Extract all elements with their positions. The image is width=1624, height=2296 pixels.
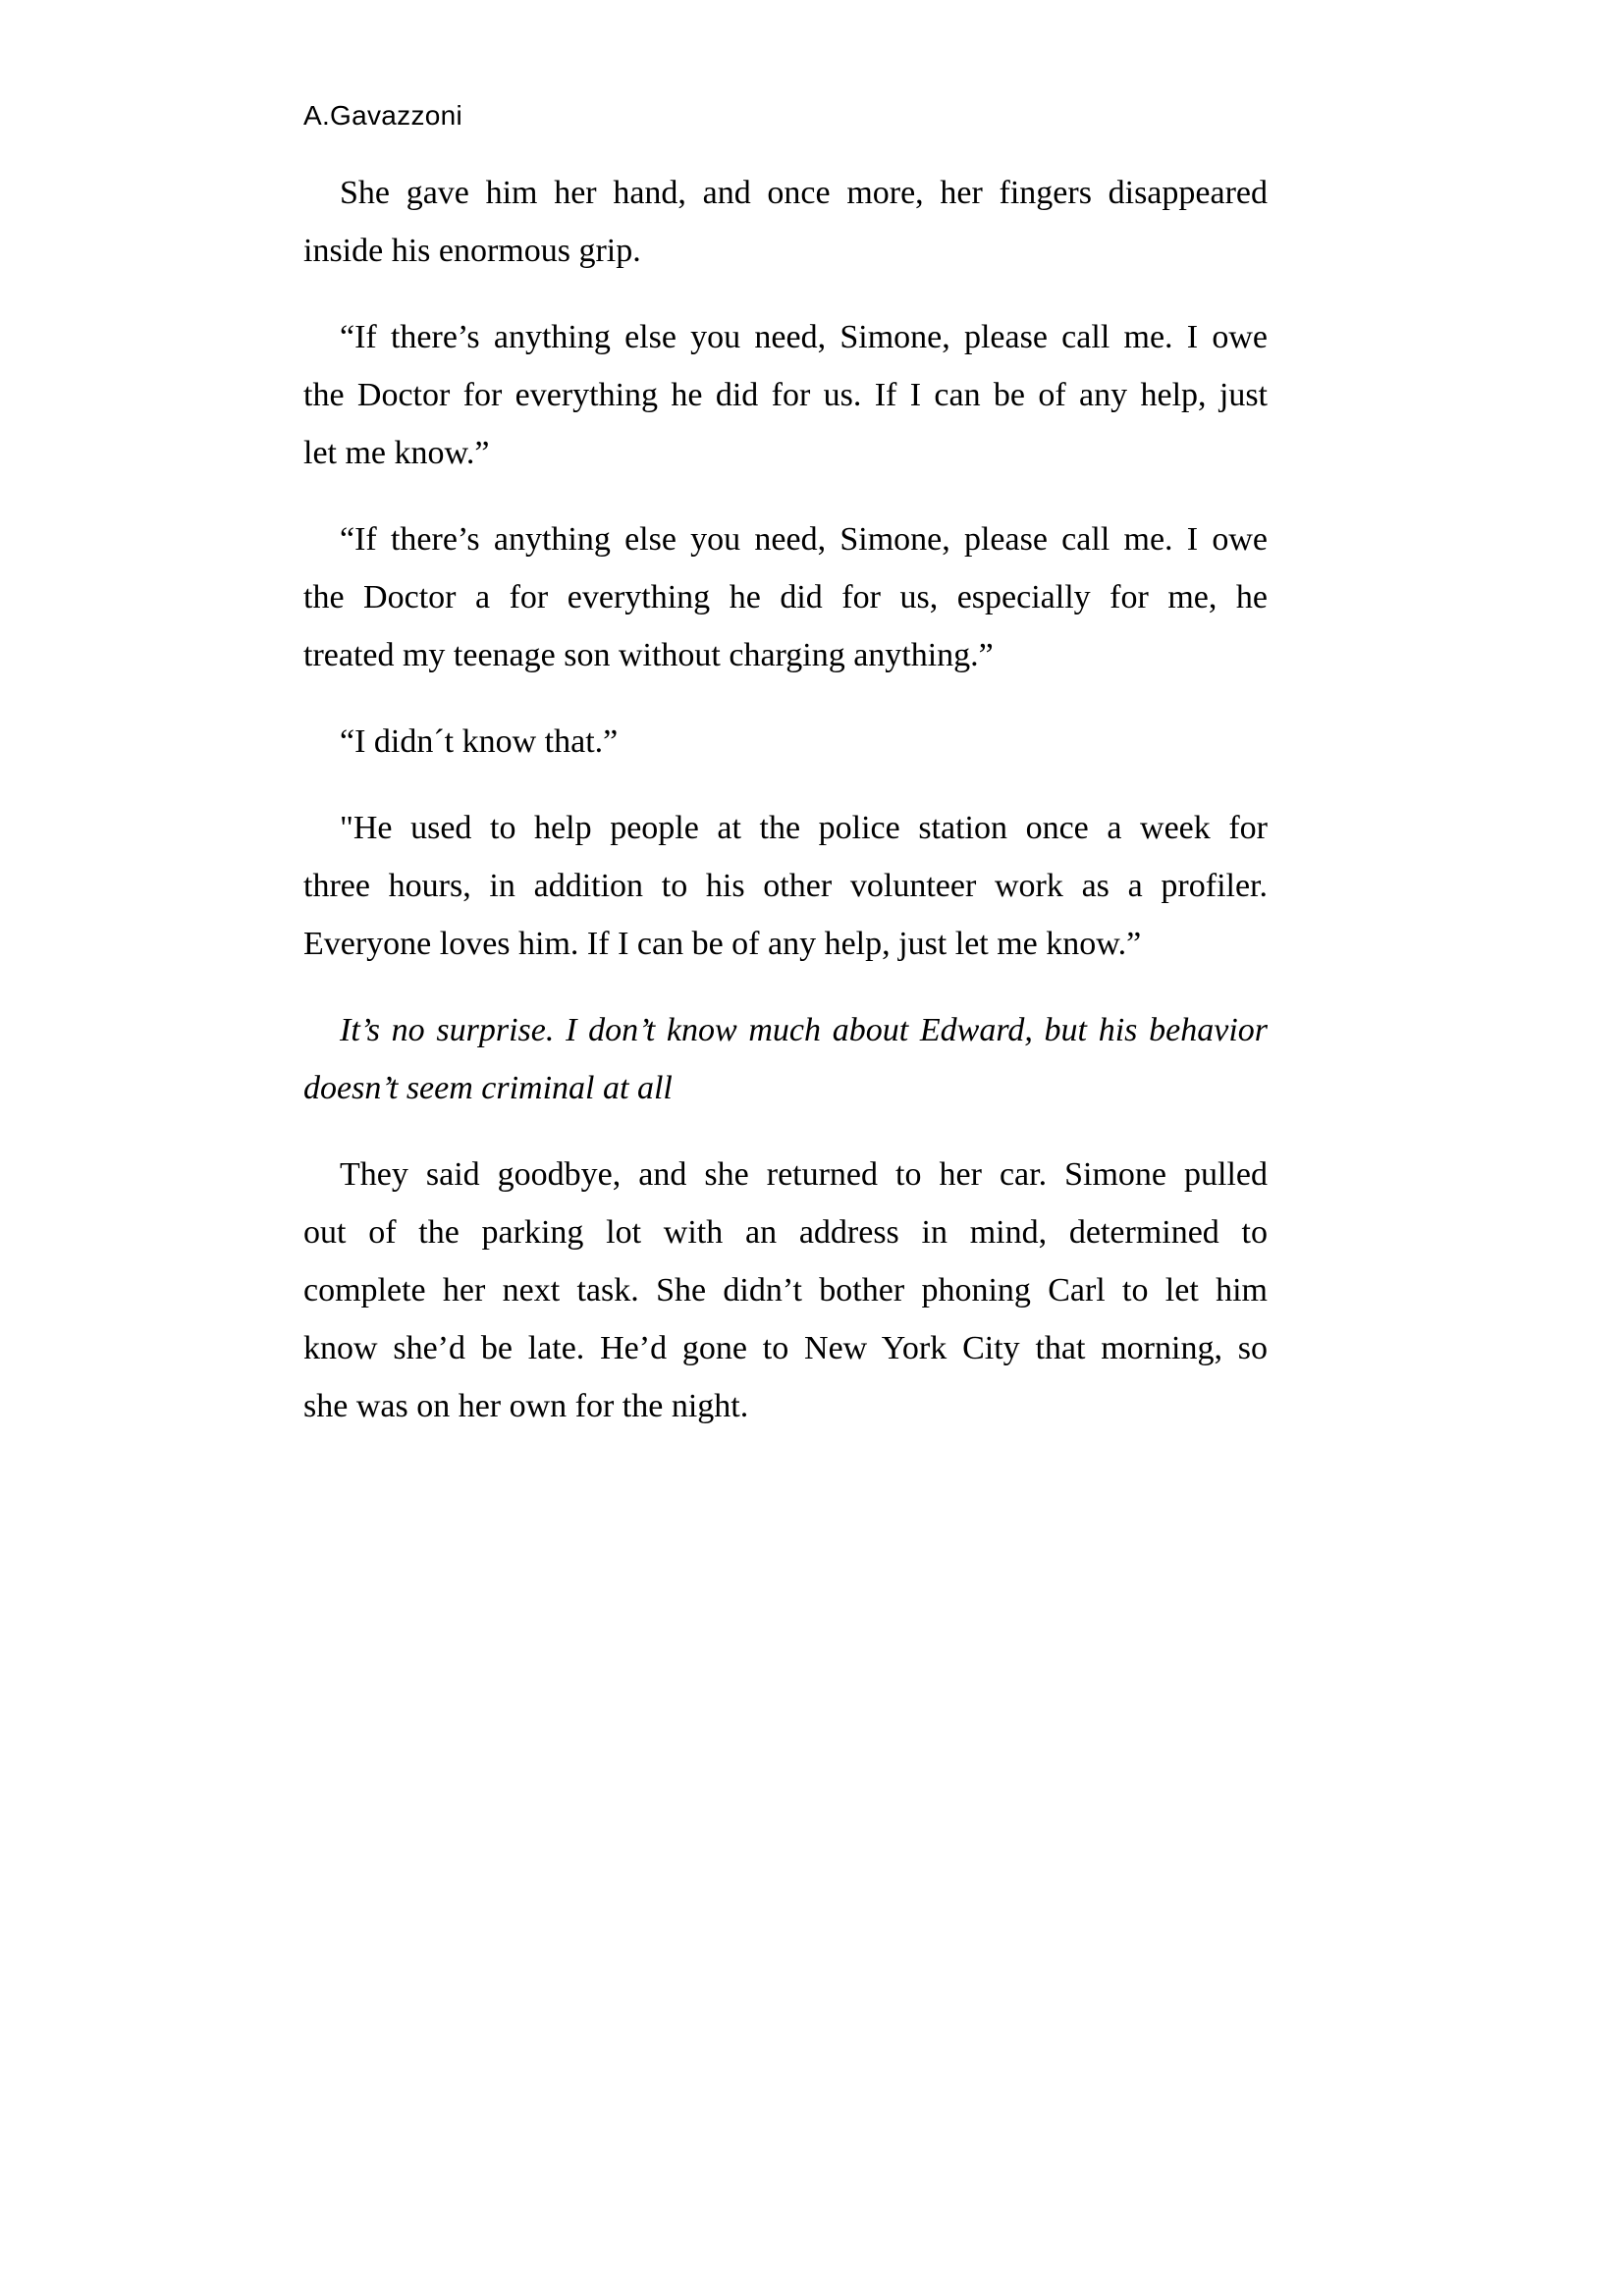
paragraph-line: Everyone loves him. If I can be of any help, just let me know.” [303, 926, 1142, 962]
paragraph-line: out of the parking lot with an address in mind, determined to [303, 1214, 1268, 1251]
paragraph-line: "He used to help people at the police station once a week for [340, 810, 1268, 846]
paragraph-line: “If there’s anything else you need, Simone, please call me. I owe [340, 521, 1268, 558]
paragraph-line: She gave him her hand, and once more, her fingers disappeared [340, 175, 1268, 211]
paragraph [303, 510, 1268, 684]
paragraph [303, 713, 1268, 771]
paragraph-italic-thought [303, 1001, 1268, 1117]
paragraph-line: she was on her own for the night. [303, 1388, 749, 1424]
paragraph [303, 1146, 1268, 1435]
paragraph-line: doesn’t seem criminal at all [303, 1070, 673, 1106]
document-body [303, 164, 1268, 1464]
paragraph-line: three hours, in addition to his other volunteer work as a profiler. [303, 868, 1268, 904]
paragraph-line: “If there’s anything else you need, Simone, please call me. I owe [340, 319, 1268, 355]
page-header-author: A.Gavazzoni [303, 100, 463, 131]
paragraph-line: They said goodbye, and she returned to her car. Simone pulled [340, 1156, 1268, 1193]
paragraph-line: let me know.” [303, 435, 490, 471]
paragraph-line: “I didn´t know that.” [340, 723, 619, 760]
paragraph-line: the Doctor a for everything he did for us, especially for me, he [303, 579, 1268, 615]
paragraph-line: complete her next task. She didn’t bother phoning Carl to let him [303, 1272, 1268, 1308]
paragraph-line: the Doctor for everything he did for us. If I can be of any help, just [303, 377, 1268, 413]
paragraph [303, 308, 1268, 482]
paragraph [303, 799, 1268, 973]
paragraph-line: inside his enormous grip. [303, 233, 641, 269]
paragraph-line: It’s no surprise. I don’t know much about Edward, but his behavior [340, 1012, 1268, 1048]
paragraph-line: treated my teenage son without charging anything.” [303, 637, 994, 673]
paragraph [303, 164, 1268, 280]
paragraph-line: know she’d be late. He’d gone to New York City that morning, so [303, 1330, 1268, 1366]
